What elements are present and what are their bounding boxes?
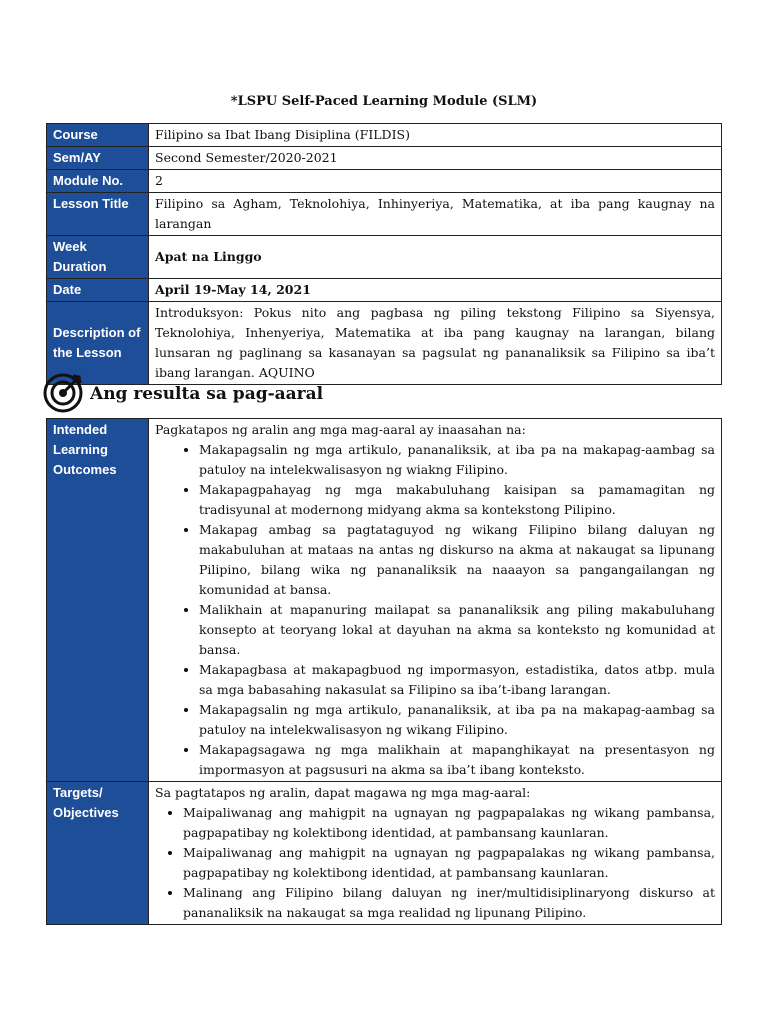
course-label: Course — [47, 124, 149, 147]
outcomes-table — [46, 418, 722, 925]
date-label: Date — [47, 279, 149, 302]
module-info-table — [46, 123, 722, 385]
targets-list — [155, 803, 715, 923]
description-label: Description of the Lesson — [47, 302, 149, 385]
list-item: • Maipaliwanag ang mahigpit na ugnayan ng pagpapalakas ng wikang pambansa, pagpapatibay ng kolektibong identidad, at pambansang kaunlaran. — [183, 843, 715, 883]
page-title: *LSPU Self-Paced Learning Module (SLM) — [230, 94, 538, 109]
list-item: • Maipaliwanag ang mahigpit na ugnayan ng pagpapalakas ng wikang pambansa, pagpapatibay ng kolektibong identidad, at pambansang kaunlaran. — [183, 803, 715, 843]
week-value: Apat na Linggo — [149, 236, 722, 279]
outcomes-list — [155, 440, 715, 780]
list-item: • Makapagsagawa ng mga malikhain at mapanghikayat na presentasyon ng impormasyon at pagsusuri na akma sa iba’t ibang konteksto. — [199, 740, 715, 780]
outcomes-intro: Pagkatapos ng aralin ang mga mag-aaral ay inaasahan na: — [155, 422, 526, 437]
targets-intro: Sa pagtatapos ng aralin, dapat magawa ng mga mag-aaral: — [155, 785, 531, 800]
date-row — [47, 279, 722, 302]
week-row — [47, 236, 722, 279]
section-heading: Ang resulta sa pag-aaral — [90, 384, 324, 404]
course-value: Filipino sa Ibat Ibang Disiplina (FILDIS) — [149, 124, 722, 147]
targets-content — [149, 782, 722, 925]
date-value: April 19-May 14, 2021 — [149, 279, 722, 302]
lesson-label: Lesson Title — [47, 193, 149, 236]
semay-row — [47, 147, 722, 170]
targets-label: Targets/ Objectives — [47, 782, 149, 925]
course-row — [47, 124, 722, 147]
list-item: • Makapagsalin ng mga artikulo, pananaliksik, at iba pa na makapag-aambag sa patuloy na intelekwalisasyon ng wiakng Filipino. — [199, 440, 715, 480]
list-item: • Malinang ang Filipino bilang daluyan ng iner/multidisiplinaryong diskurso at pananaliksik na nakaugat sa mga realidad ng lipunang Pilipino. — [183, 883, 715, 923]
lesson-row — [47, 193, 722, 236]
module-value: 2 — [149, 170, 722, 193]
week-label: Week Duration — [47, 236, 149, 279]
description-value: Introduksyon: Pokus nito ang pagbasa ng piling tekstong Filipino sa Siyensya, Teknolohiya, Inhenyeriya, Matematika at iba pang kaugnay na larangan, bilang lunsaran ng paglinang sa kasanayan sa pagsulat ng pananaliksik sa Filipino sa iba’t ibang larangan. AQUINO — [149, 302, 722, 385]
list-item: • Makapagsalin ng mga artikulo, pananaliksik, at iba pa na makapag-aambag sa patuloy na intelekwalisasyon ng wikang Filipino. — [199, 700, 715, 740]
list-item: • Malikhain at mapanuring mailapat sa pananaliksik ang piling makabuluhang konsepto at teoryang lokal at dayuhan na akma sa konteksto ng komunidad at bansa. — [199, 600, 715, 660]
target-icon — [42, 370, 86, 418]
outcomes-row — [47, 419, 722, 782]
module-row — [47, 170, 722, 193]
list-item: • Makapagbasa at makapagbuod ng impormasyon, estadistika, datos atbp. mula sa mga babasahing nakasulat sa Filipino sa iba’t-ibang larangan. — [199, 660, 715, 700]
semay-label: Sem/AY — [47, 147, 149, 170]
module-label: Module No. — [47, 170, 149, 193]
list-item: • Makapag ambag sa pagtataguyod ng wikang Filipino bilang daluyan ng makabuluhan at mataas na antas ng diskurso na akma at nakaugat sa lipunang Pilipino, bilang wika ng pananaliksik na naaayon sa pangangailangan ng komunidad at bansa. — [199, 520, 715, 600]
outcomes-content — [149, 419, 722, 782]
section-header — [42, 372, 323, 416]
lesson-value: Filipino sa Agham, Teknolohiya, Inhinyeriya, Matematika, at iba pang kaugnay na larangan — [149, 193, 722, 236]
list-item: • Makapagpahayag ng mga makabuluhang kaisipan sa pamamagitan ng tradisyunal at modernong midyang akma sa kontekstong Pilipino. — [199, 480, 715, 520]
outcomes-label: Intended Learning Outcomes — [47, 419, 149, 782]
targets-row — [47, 782, 722, 925]
semay-value: Second Semester/2020-2021 — [149, 147, 722, 170]
